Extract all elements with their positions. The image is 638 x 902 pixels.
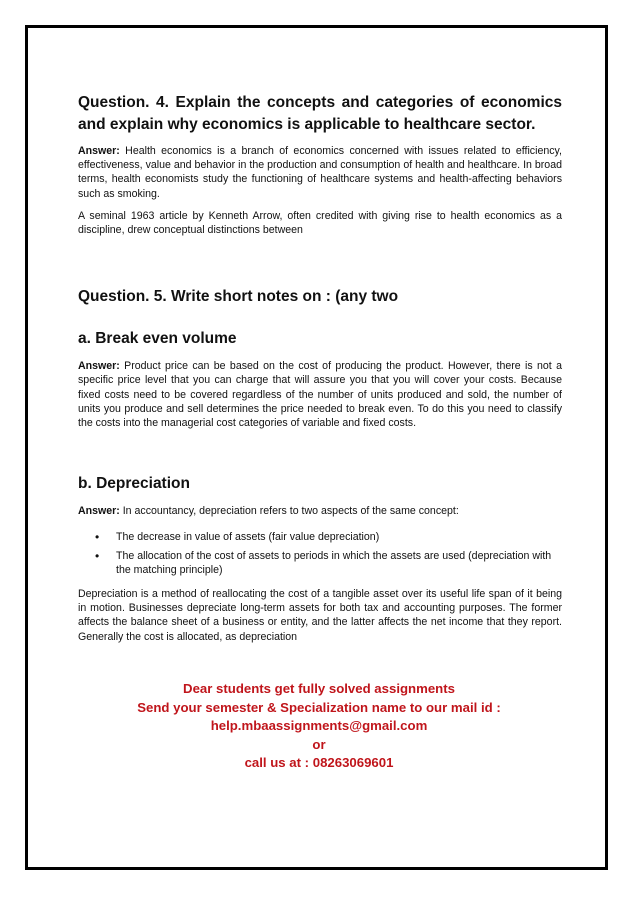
promo-line-2: Send your semester & Specialization name to our mail id : [137,699,501,715]
answer-label: Answer: [78,505,120,518]
answer-label: Answer: [78,145,120,157]
question-4-heading: Question. 4. Explain the concepts and categories of economics and explain why economics is applicable to healthcare sector. [78,94,562,133]
part-a-answer [78,359,562,430]
promo-block [60,680,578,773]
part-b-heading: b. Depreciation [78,475,190,493]
list-item: • The allocation of the cost of assets to periods in which the assets are used (depreciation with the matching principle) [116,549,562,577]
depreciation-bullet-list [78,530,562,577]
answer-text: Health economics is a branch of economics concerned with issues related to efficiency, effectiveness, value and behavior in the production and consumption of health and healthcare. In broad terms, health economists study the functioning of healthcare systems and health-affecting behaviors such as smoking. [78,145,562,200]
part-b-answer-intro [78,504,562,518]
part-b-answer-paragraph-2: Depreciation is a method of reallocating the cost of a tangible asset over its useful life span of it being in motion. Businesses depreciate long-term assets for both tax and accounting purposes. The former affects the balance sheet of a business or entity, and the latter affects the net income that they report. Generally the cost is allocated, as depreciation [78,588,562,643]
answer-text: In accountancy, depreciation refers to two aspects of the same concept: [119,505,459,518]
answer-text: Product price can be based on the cost of producing the product. However, there is not a specific price level that you can charge that will assure you that you will cover your costs. Because fixed costs need to be covered regardless of the number of units produced and sold, the number of units you produce and sell determines the price needed to break even. To do this you need to classify the costs into the managerial cost categories of variable and fixed costs. [78,360,562,430]
question-4-answer-paragraph-2: A seminal 1963 article by Kenneth Arrow, often credited with giving rise to health economics as a discipline, drew conceptual distinctions between [78,209,562,237]
promo-email[interactable]: help.mbaassignments@gmail.com [210,718,428,733]
question-4-answer-paragraph-1 [78,144,562,201]
answer-label: Answer: [78,360,120,373]
part-a-heading: a. Break even volume [78,330,237,348]
promo-phone[interactable]: call us at : 08263069601 [244,755,394,770]
list-item: • The decrease in value of assets (fair value depreciation) [116,530,562,544]
document-body [78,92,562,644]
promo-line-or: or [312,736,326,752]
promo-line-1: Dear students get fully solved assignments [183,681,455,696]
question-5-heading: Question. 5. Write short notes on : (any two [78,288,399,306]
